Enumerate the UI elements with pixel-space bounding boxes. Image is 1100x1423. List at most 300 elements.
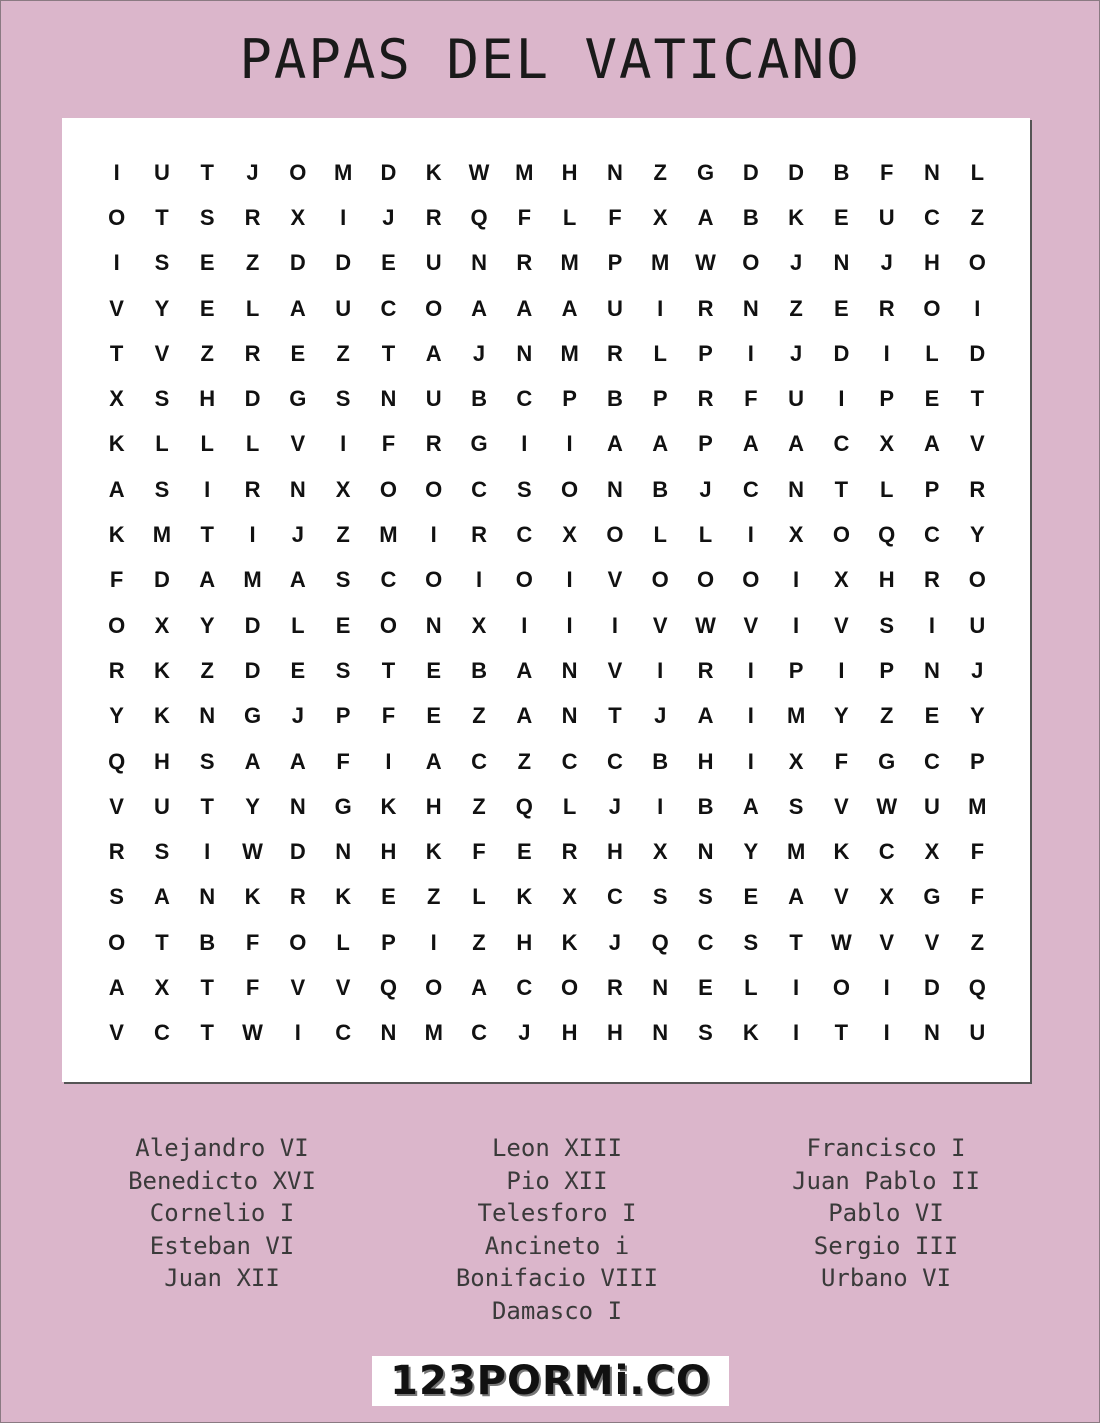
grid-letter[interactable]: Y (109, 703, 124, 729)
grid-letter[interactable]: I (747, 340, 754, 366)
grid-letter[interactable]: C (516, 386, 533, 412)
grid-letter[interactable]: I (430, 522, 437, 548)
grid-letter[interactable]: E (290, 657, 306, 683)
grid-letter[interactable]: I (747, 657, 754, 683)
grid-letter[interactable]: C (924, 748, 940, 774)
grid-letter[interactable]: S (698, 884, 713, 910)
grid-letter[interactable]: T (200, 522, 214, 548)
grid-letter[interactable]: N (924, 1020, 940, 1046)
grid-letter[interactable]: C (471, 476, 487, 502)
grid-letter[interactable]: E (698, 974, 713, 1000)
grid-letter[interactable]: Z (472, 793, 486, 819)
grid-letter[interactable]: P (879, 386, 895, 412)
grid-letter[interactable]: M (968, 793, 987, 819)
grid-letter[interactable]: M (786, 839, 806, 865)
grid-letter[interactable]: A (606, 431, 623, 457)
grid-letter[interactable]: A (516, 657, 533, 683)
grid-letter[interactable]: N (471, 250, 487, 276)
grid-letter[interactable]: E (426, 703, 442, 729)
grid-letter[interactable]: L (245, 295, 260, 321)
grid-letter[interactable]: O (561, 476, 579, 502)
grid-letter[interactable]: T (155, 929, 169, 955)
grid-letter[interactable]: E (381, 884, 396, 910)
grid-letter[interactable]: O (742, 250, 760, 276)
grid-letter[interactable]: J (291, 703, 304, 729)
grid-letter[interactable]: X (109, 386, 124, 412)
grid-letter[interactable]: C (697, 929, 714, 955)
grid-letter[interactable]: W (468, 159, 490, 185)
grid-letter[interactable]: I (566, 567, 573, 593)
grid-letter[interactable]: L (472, 884, 486, 910)
grid-letter[interactable]: F (472, 839, 486, 865)
grid-letter[interactable]: V (290, 431, 306, 457)
grid-letter[interactable]: A (697, 703, 714, 729)
grid-letter[interactable]: Z (970, 929, 985, 955)
grid-letter[interactable]: B (199, 929, 216, 955)
grid-letter[interactable]: K (516, 884, 533, 910)
grid-letter[interactable]: Z (472, 703, 486, 729)
grid-letter[interactable]: F (109, 567, 124, 593)
grid-letter[interactable]: T (200, 793, 214, 819)
grid-letter[interactable]: J (789, 340, 803, 366)
grid-letter[interactable]: R (244, 476, 261, 502)
grid-letter[interactable]: Z (245, 250, 260, 276)
grid-letter[interactable]: C (380, 567, 397, 593)
grid-letter[interactable]: Z (879, 703, 894, 729)
grid-letter[interactable]: I (747, 748, 754, 774)
grid-letter[interactable]: C (471, 1020, 487, 1046)
grid-letter[interactable]: I (113, 159, 120, 185)
grid-letter[interactable]: D (833, 340, 850, 366)
grid-letter[interactable]: K (425, 159, 442, 185)
grid-letter[interactable]: A (788, 884, 805, 910)
grid-letter[interactable]: I (883, 1020, 890, 1046)
grid-letter[interactable]: A (289, 567, 306, 593)
grid-letter[interactable]: S (516, 476, 532, 502)
grid-letter[interactable]: W (831, 929, 852, 955)
grid-letter[interactable]: B (471, 657, 487, 683)
grid-letter[interactable]: I (340, 431, 347, 457)
grid-letter[interactable]: V (607, 657, 623, 683)
grid-letter[interactable]: I (657, 657, 664, 683)
grid-letter[interactable]: R (289, 884, 306, 910)
grid-letter[interactable]: V (154, 340, 170, 366)
grid-letter[interactable]: W (242, 1020, 263, 1046)
grid-letter[interactable]: A (108, 476, 125, 502)
grid-letter[interactable]: O (108, 612, 126, 638)
grid-letter[interactable]: A (652, 431, 669, 457)
grid-letter[interactable]: V (834, 612, 849, 638)
grid-letter[interactable]: R (108, 657, 125, 683)
grid-letter[interactable]: V (834, 793, 849, 819)
grid-letter[interactable]: G (470, 431, 488, 457)
grid-letter[interactable]: F (608, 204, 622, 230)
grid-letter[interactable]: A (471, 974, 487, 1000)
grid-letter[interactable]: N (516, 340, 533, 366)
grid-letter[interactable]: O (108, 929, 126, 955)
grid-letter[interactable]: E (381, 250, 396, 276)
grid-letter[interactable]: N (788, 476, 805, 502)
grid-letter[interactable]: E (834, 204, 849, 230)
grid-letter[interactable]: D (788, 159, 805, 185)
grid-letter[interactable]: E (924, 703, 940, 729)
grid-letter[interactable]: H (697, 748, 714, 774)
grid-letter[interactable]: C (516, 974, 533, 1000)
brand-logo[interactable] (372, 1356, 729, 1406)
grid-letter[interactable]: X (562, 884, 577, 910)
grid-letter[interactable]: U (969, 1020, 986, 1046)
grid-letter[interactable]: V (652, 612, 668, 638)
grid-letter[interactable]: U (788, 386, 805, 412)
grid-letter[interactable]: U (425, 386, 442, 412)
grid-letter[interactable]: L (925, 340, 939, 366)
grid-letter[interactable]: R (924, 567, 940, 593)
grid-letter[interactable]: E (199, 250, 215, 276)
grid-letter[interactable]: N (652, 974, 669, 1000)
grid-letter[interactable]: F (879, 159, 894, 185)
grid-letter[interactable]: I (204, 839, 211, 865)
grid-letter[interactable]: A (561, 295, 578, 321)
grid-letter[interactable]: R (697, 657, 714, 683)
grid-letter[interactable]: O (425, 567, 443, 593)
grid-letter[interactable]: C (516, 522, 533, 548)
grid-letter[interactable]: R (516, 250, 533, 276)
grid-letter[interactable]: X (924, 839, 940, 865)
grid-letter[interactable]: C (606, 748, 623, 774)
grid-letter[interactable]: P (879, 657, 895, 683)
grid-letter[interactable]: F (245, 974, 260, 1000)
grid-letter[interactable]: S (788, 793, 804, 819)
grid-letter[interactable]: G (334, 793, 352, 819)
grid-letter[interactable]: C (380, 295, 397, 321)
grid-letter[interactable]: B (697, 793, 714, 819)
grid-letter[interactable]: U (425, 250, 442, 276)
grid-letter[interactable]: P (698, 431, 713, 457)
grid-letter[interactable]: S (154, 476, 170, 502)
grid-letter[interactable]: N (606, 159, 623, 185)
grid-letter[interactable]: V (109, 793, 124, 819)
grid-letter[interactable]: N (924, 657, 940, 683)
grid-letter[interactable]: A (108, 974, 125, 1000)
grid-letter[interactable]: I (521, 612, 528, 638)
grid-letter[interactable]: N (652, 1020, 669, 1046)
grid-letter[interactable]: Z (472, 929, 486, 955)
grid-letter[interactable]: I (657, 295, 664, 321)
grid-letter[interactable]: Y (154, 295, 170, 321)
grid-letter[interactable]: R (561, 839, 578, 865)
grid-letter[interactable]: M (424, 1020, 443, 1046)
grid-letter[interactable]: Y (199, 612, 215, 638)
grid-letter[interactable]: U (924, 793, 940, 819)
grid-letter[interactable]: J (654, 703, 667, 729)
grid-letter[interactable]: K (244, 884, 261, 910)
grid-letter[interactable]: U (606, 295, 623, 321)
grid-letter[interactable]: O (923, 295, 941, 321)
grid-letter[interactable]: Q (470, 204, 488, 230)
grid-letter[interactable]: J (382, 204, 395, 230)
grid-letter[interactable]: E (924, 386, 940, 412)
grid-letter[interactable]: I (838, 386, 845, 412)
grid-letter[interactable]: I (974, 295, 981, 321)
grid-letter[interactable]: Q (379, 974, 397, 1000)
grid-letter[interactable]: X (335, 476, 351, 502)
grid-letter[interactable]: H (380, 839, 397, 865)
grid-letter[interactable]: J (608, 793, 622, 819)
grid-letter[interactable]: K (788, 204, 805, 230)
grid-letter[interactable]: C (833, 431, 850, 457)
grid-letter[interactable]: K (833, 839, 850, 865)
grid-letter[interactable]: Z (336, 340, 350, 366)
grid-letter[interactable]: A (742, 431, 759, 457)
grid-letter[interactable]: A (199, 567, 216, 593)
grid-letter[interactable]: A (425, 748, 442, 774)
grid-letter[interactable]: C (471, 748, 487, 774)
grid-letter[interactable]: V (290, 974, 306, 1000)
grid-letter[interactable]: I (883, 340, 890, 366)
grid-letter[interactable]: L (291, 612, 305, 638)
grid-letter[interactable]: P (335, 703, 351, 729)
grid-letter[interactable]: T (834, 476, 849, 502)
grid-letter[interactable]: V (335, 974, 351, 1000)
grid-letter[interactable]: I (430, 929, 437, 955)
grid-letter[interactable]: I (928, 612, 936, 638)
grid-letter[interactable]: U (969, 612, 986, 638)
grid-letter[interactable]: O (832, 522, 850, 548)
grid-letter[interactable]: G (243, 703, 262, 729)
grid-letter[interactable]: K (561, 929, 578, 955)
grid-letter[interactable]: N (924, 159, 940, 185)
grid-letter[interactable]: Z (653, 159, 667, 185)
grid-letter[interactable]: S (199, 748, 215, 774)
grid-letter[interactable]: F (381, 703, 396, 729)
grid-letter[interactable]: K (380, 793, 397, 819)
grid-letter[interactable]: L (562, 793, 577, 819)
grid-letter[interactable]: Z (789, 295, 803, 321)
grid-letter[interactable]: C (606, 884, 623, 910)
grid-letter[interactable]: C (335, 1020, 352, 1046)
grid-letter[interactable]: P (924, 476, 940, 502)
grid-letter[interactable]: H (878, 567, 895, 593)
grid-letter[interactable]: U (878, 204, 895, 230)
grid-letter[interactable]: G (923, 884, 941, 910)
grid-letter[interactable]: P (381, 929, 396, 955)
grid-letter[interactable]: X (154, 974, 170, 1000)
grid-letter[interactable]: Q (651, 929, 669, 955)
grid-letter[interactable]: O (425, 295, 443, 321)
grid-letter[interactable]: B (652, 748, 669, 774)
grid-letter[interactable]: X (471, 612, 487, 638)
grid-letter[interactable]: X (562, 522, 577, 548)
grid-letter[interactable]: N (742, 295, 759, 321)
grid-letter[interactable]: I (793, 1020, 800, 1046)
grid-letter[interactable]: X (879, 884, 895, 910)
grid-letter[interactable]: K (154, 657, 170, 683)
grid-letter[interactable]: M (651, 250, 670, 276)
grid-letter[interactable]: I (521, 431, 528, 457)
grid-letter[interactable]: O (379, 476, 397, 502)
grid-letter[interactable]: A (924, 431, 940, 457)
grid-letter[interactable]: I (747, 703, 754, 729)
grid-letter[interactable]: J (518, 1020, 531, 1046)
grid-letter[interactable]: L (653, 340, 667, 366)
grid-letter[interactable]: A (516, 703, 533, 729)
grid-letter[interactable]: O (606, 522, 624, 548)
grid-letter[interactable]: A (154, 884, 170, 910)
grid-letter[interactable]: A (289, 748, 306, 774)
grid-letter[interactable]: R (969, 476, 986, 502)
grid-letter[interactable]: H (154, 748, 170, 774)
grid-letter[interactable]: S (698, 1020, 713, 1046)
grid-letter[interactable]: V (109, 1020, 124, 1046)
grid-letter[interactable]: S (154, 386, 170, 412)
grid-letter[interactable]: X (154, 612, 170, 638)
grid-letter[interactable]: R (425, 431, 442, 457)
grid-letter[interactable]: N (199, 884, 216, 910)
grid-letter[interactable]: O (108, 204, 126, 230)
grid-letter[interactable]: S (335, 567, 351, 593)
grid-letter[interactable]: N (606, 476, 623, 502)
grid-letter[interactable]: Y (969, 703, 985, 729)
grid-letter[interactable]: Z (200, 340, 214, 366)
grid-letter[interactable]: T (200, 1020, 214, 1046)
grid-letter[interactable]: I (204, 476, 211, 502)
grid-letter[interactable]: F (336, 748, 350, 774)
grid-letter[interactable]: I (838, 657, 845, 683)
grid-letter[interactable]: T (608, 703, 622, 729)
grid-letter[interactable]: F (381, 431, 396, 457)
grid-letter[interactable]: A (289, 295, 306, 321)
grid-letter[interactable]: D (742, 159, 759, 185)
grid-letter[interactable]: V (969, 431, 985, 457)
grid-letter[interactable]: L (744, 974, 758, 1000)
grid-letter[interactable]: M (243, 567, 262, 593)
grid-letter[interactable]: E (290, 340, 306, 366)
grid-letter[interactable]: R (244, 204, 261, 230)
grid-letter[interactable]: N (199, 703, 216, 729)
grid-letter[interactable]: I (566, 612, 573, 638)
grid-letter[interactable]: S (652, 884, 668, 910)
grid-letter[interactable]: P (607, 250, 623, 276)
grid-letter[interactable]: B (833, 159, 850, 185)
grid-letter[interactable]: T (381, 340, 396, 366)
grid-letter[interactable]: X (879, 431, 895, 457)
grid-letter[interactable]: B (742, 204, 759, 230)
grid-letter[interactable]: S (199, 204, 215, 230)
grid-letter[interactable]: U (335, 295, 352, 321)
grid-letter[interactable]: L (336, 929, 350, 955)
grid-letter[interactable]: N (289, 793, 306, 819)
grid-letter[interactable]: Y (969, 522, 985, 548)
grid-letter[interactable]: I (883, 974, 890, 1000)
grid-letter[interactable]: M (560, 340, 579, 366)
grid-letter[interactable]: Q (108, 748, 126, 774)
grid-letter[interactable]: F (834, 748, 849, 774)
grid-letter[interactable]: O (651, 567, 669, 593)
grid-letter[interactable]: D (154, 567, 170, 593)
grid-letter[interactable]: I (793, 974, 800, 1000)
grid-letter[interactable]: E (743, 884, 759, 910)
grid-letter[interactable]: J (789, 250, 803, 276)
grid-letter[interactable]: C (742, 476, 759, 502)
grid-letter[interactable]: M (786, 703, 806, 729)
grid-letter[interactable]: X (788, 748, 804, 774)
grid-letter[interactable]: A (788, 431, 805, 457)
grid-letter[interactable]: O (561, 974, 579, 1000)
grid-letter[interactable]: P (652, 386, 668, 412)
grid-letter[interactable]: J (699, 476, 712, 502)
grid-letter[interactable]: H (199, 386, 216, 412)
grid-letter[interactable]: X (652, 204, 668, 230)
grid-letter[interactable]: S (154, 839, 170, 865)
grid-letter[interactable]: N (561, 657, 578, 683)
grid-letter[interactable]: O (425, 476, 443, 502)
grid-letter[interactable]: X (290, 204, 306, 230)
grid-letter[interactable]: H (516, 929, 533, 955)
grid-letter[interactable]: Q (968, 974, 986, 1000)
grid-letter[interactable]: J (971, 657, 984, 683)
grid-letter[interactable]: E (834, 295, 849, 321)
grid-letter[interactable]: L (245, 431, 260, 457)
grid-letter[interactable]: I (249, 522, 256, 548)
grid-letter[interactable]: T (155, 204, 169, 230)
grid-letter[interactable]: S (109, 884, 124, 910)
grid-letter[interactable]: P (698, 340, 713, 366)
grid-letter[interactable]: Z (970, 204, 985, 230)
grid-letter[interactable]: A (516, 295, 533, 321)
grid-letter[interactable]: S (879, 612, 895, 638)
grid-letter[interactable]: E (516, 839, 532, 865)
grid-letter[interactable]: Z (200, 657, 214, 683)
grid-letter[interactable]: M (379, 522, 398, 548)
grid-letter[interactable]: S (743, 929, 759, 955)
grid-letter[interactable]: V (879, 929, 895, 955)
grid-letter[interactable]: R (697, 386, 714, 412)
grid-letter[interactable]: O (968, 567, 986, 593)
grid-letter[interactable]: U (154, 793, 170, 819)
grid-letter[interactable]: Y (834, 703, 849, 729)
grid-letter[interactable]: T (200, 159, 214, 185)
grid-letter[interactable]: L (970, 159, 985, 185)
grid-letter[interactable]: K (425, 839, 442, 865)
grid-letter[interactable]: K (154, 703, 170, 729)
grid-letter[interactable]: C (154, 1020, 170, 1046)
grid-letter[interactable]: O (742, 567, 760, 593)
grid-letter[interactable]: A (471, 295, 487, 321)
grid-letter[interactable]: T (789, 929, 803, 955)
grid-letter[interactable]: A (425, 340, 442, 366)
grid-letter[interactable]: C (924, 204, 940, 230)
grid-letter[interactable]: F (245, 929, 260, 955)
grid-letter[interactable]: V (834, 884, 849, 910)
grid-letter[interactable]: L (155, 431, 169, 457)
grid-letter[interactable]: B (606, 386, 623, 412)
grid-letter[interactable]: I (294, 1020, 301, 1046)
grid-letter[interactable]: K (108, 431, 125, 457)
grid-letter[interactable]: D (244, 657, 261, 683)
grid-letter[interactable]: S (154, 250, 170, 276)
grid-letter[interactable]: J (608, 929, 622, 955)
grid-letter[interactable]: Q (515, 793, 533, 819)
grid-letter[interactable]: D (244, 386, 261, 412)
grid-letter[interactable]: X (652, 839, 668, 865)
grid-letter[interactable]: H (606, 839, 623, 865)
grid-letter[interactable]: H (924, 250, 940, 276)
grid-letter[interactable]: O (515, 567, 533, 593)
grid-letter[interactable]: H (425, 793, 442, 819)
grid-letter[interactable]: V (109, 295, 124, 321)
grid-letter[interactable]: D (244, 612, 261, 638)
grid-letter[interactable]: N (425, 612, 442, 638)
